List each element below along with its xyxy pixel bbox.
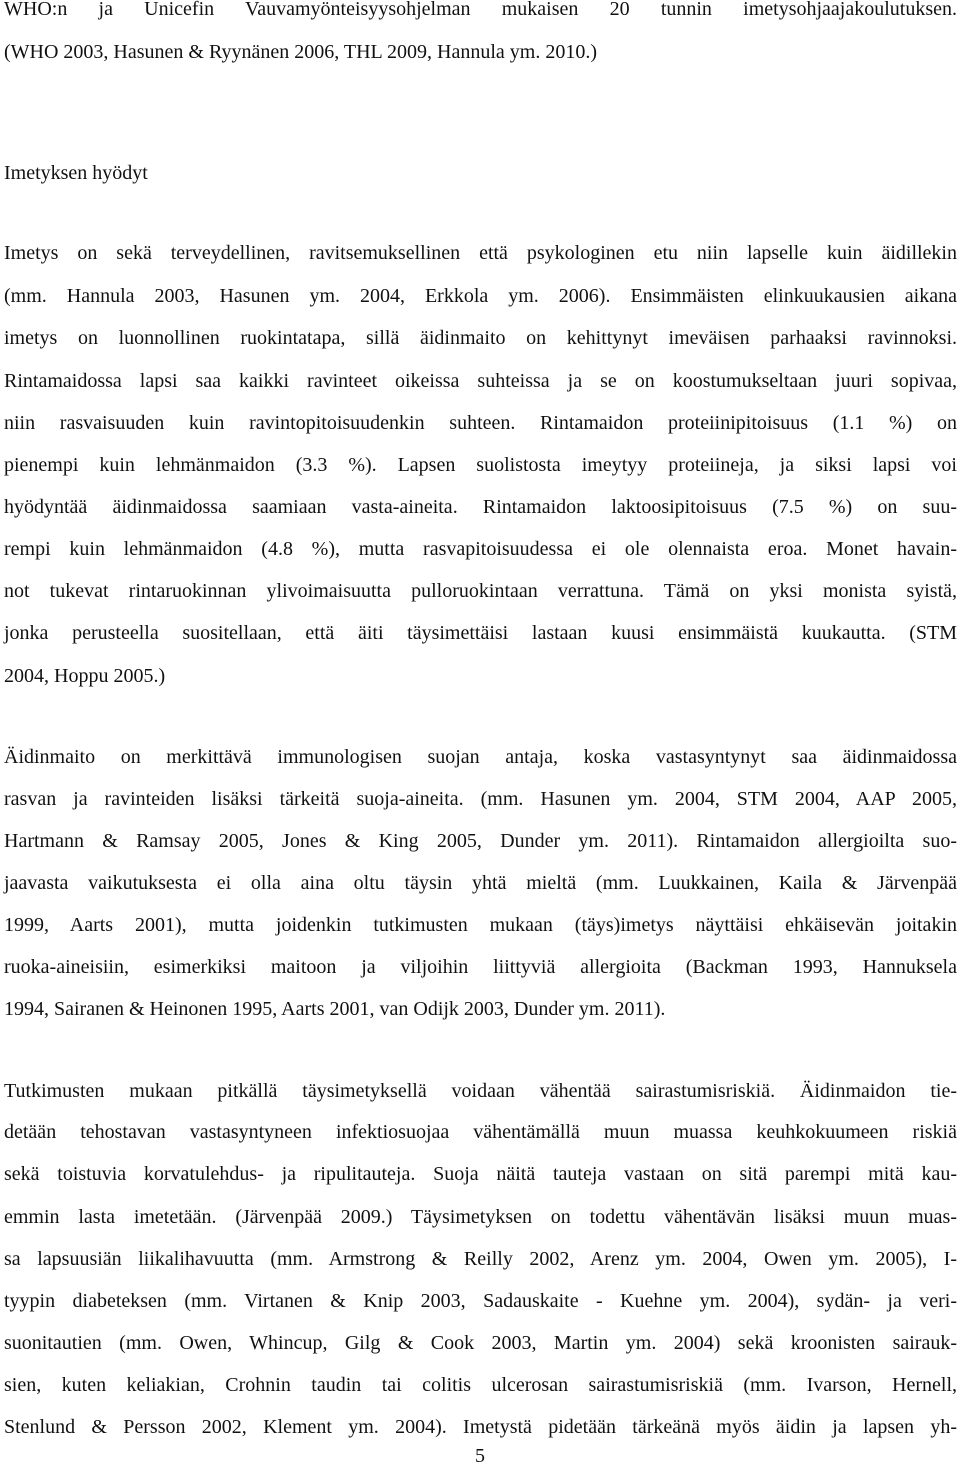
text-line: suonitautien (mm. Owen, Whincup, Gilg & Cook 2003, Martin ym. 2004) sekä kroonisten sairauk-	[4, 1332, 957, 1354]
text-line: tyypin diabeteksen (mm. Virtanen & Knip 2003, Sadauskaite - Kuehne ym. 2004), sydän- ja veri-	[4, 1290, 957, 1312]
text-line: Hartmann & Ramsay 2005, Jones & King 2005, Dunder ym. 2011). Rintamaidon allergioilta suo-	[4, 830, 957, 852]
text-line: Rintamaidossa lapsi saa kaikki ravinteet oikeissa suhteissa ja se on koostumukseltaan juuri sopivaa,	[4, 370, 957, 392]
text-line: Äidinmaito on merkittävä immunologisen suojan antaja, koska vastasyntynyt saa äidinmaidossa	[4, 746, 957, 768]
section-heading: Imetyksen hyödyt	[4, 162, 148, 184]
text-line: WHO:n ja Unicefin Vauvamyönteisyysohjelman mukaisen 20 tunnin imetysohjaajakoulutuksen.	[4, 0, 957, 20]
text-line: emmin lasta imetetään. (Järvenpää 2009.) Täysimetyksen on todettu vähentävän lisäksi muun muas-	[4, 1206, 957, 1228]
text-line: jonka perusteella suositellaan, että äiti täysimettäisi lastaan kuusi ensimmäistä kuukautta. (STM	[4, 622, 957, 644]
text-line: Tutkimusten mukaan pitkällä täysimetyksellä voidaan vähentää sairastumisriskiä. Äidinmaidon tie-	[4, 1080, 957, 1102]
text-line: sekä toistuvia korvatulehdus- ja ripulitauteja. Suoja näitä tauteja vastaan on sitä parempi mitä kau-	[4, 1163, 957, 1185]
text-line: 1999, Aarts 2001), mutta joidenkin tutkimusten mukaan (täys)imetys näyttäisi ehkäisevän joitakin	[4, 914, 957, 936]
text-line: pienempi kuin lehmänmaidon (3.3 %). Lapsen suolistosta imeytyy proteiineja, ja siksi lapsi voi	[4, 454, 957, 476]
text-line: ruoka-aineisiin, esimerkiksi maitoon ja viljoihin liittyviä allergioita (Backman 1993, Hannuksela	[4, 956, 957, 978]
text-line: detään tehostavan vastasyntyneen infektiosuojaa vähentämällä muun muassa keuhkokuumeen riskiä	[4, 1121, 957, 1143]
text-line: (WHO 2003, Hasunen & Ryynänen 2006, THL 2009, Hannula ym. 2010.)	[4, 41, 597, 63]
text-line: rasvan ja ravinteiden lisäksi tärkeitä suoja-aineita. (mm. Hasunen ym. 2004, STM 2004, AAP 2005,	[4, 788, 957, 810]
page-number: 5	[475, 1445, 485, 1467]
text-line: (mm. Hannula 2003, Hasunen ym. 2004, Erkkola ym. 2006). Ensimmäisten elinkuukausien aikana	[4, 285, 957, 307]
text-line: rempi kuin lehmänmaidon (4.8 %), mutta rasvapitoisuudessa ei ole olennaista eroa. Monet havain-	[4, 538, 957, 560]
text-line: 1994, Sairanen & Heinonen 1995, Aarts 2001, van Odijk 2003, Dunder ym. 2011).	[4, 998, 666, 1020]
text-line: imetys on luonnollinen ruokintatapa, sillä äidinmaito on kehittynyt imeväisen parhaaksi ravinnoksi.	[4, 327, 957, 349]
text-line: 2004, Hoppu 2005.)	[4, 665, 166, 687]
text-line: sa lapsuusiän liikalihavuutta (mm. Armstrong & Reilly 2002, Arenz ym. 2004, Owen ym. 2005), I-	[4, 1248, 957, 1270]
text-line: Stenlund & Persson 2002, Klement ym. 2004). Imetystä pidetään tärkeänä myös äidin ja lapsen yh-	[4, 1416, 957, 1438]
text-line: jaavasta vaikutuksesta ei olla aina oltu täysin yhtä mieltä (mm. Luukkainen, Kaila & Järvenpää	[4, 872, 957, 894]
text-line: sien, kuten keliakian, Crohnin taudin tai colitis ulcerosan sairastumisriskiä (mm. Ivarson, Hernell,	[4, 1374, 957, 1396]
text-line: hyödyntää äidinmaidossa saamiaan vasta-aineita. Rintamaidon laktoosipitoisuus (7.5 %) on suu-	[4, 496, 957, 518]
text-line: niin rasvaisuuden kuin ravintopitoisuudenkin suhteen. Rintamaidon proteiinipitoisuus (1.1 %) on	[4, 412, 957, 434]
text-line: Imetys on sekä terveydellinen, ravitsemuksellinen että psykologinen etu niin lapselle kuin äidillekin	[4, 242, 957, 264]
text-line: not tukevat rintaruokinnan ylivoimaisuutta pulloruokintaan verrattuna. Tämä on yksi monista syistä,	[4, 580, 957, 602]
